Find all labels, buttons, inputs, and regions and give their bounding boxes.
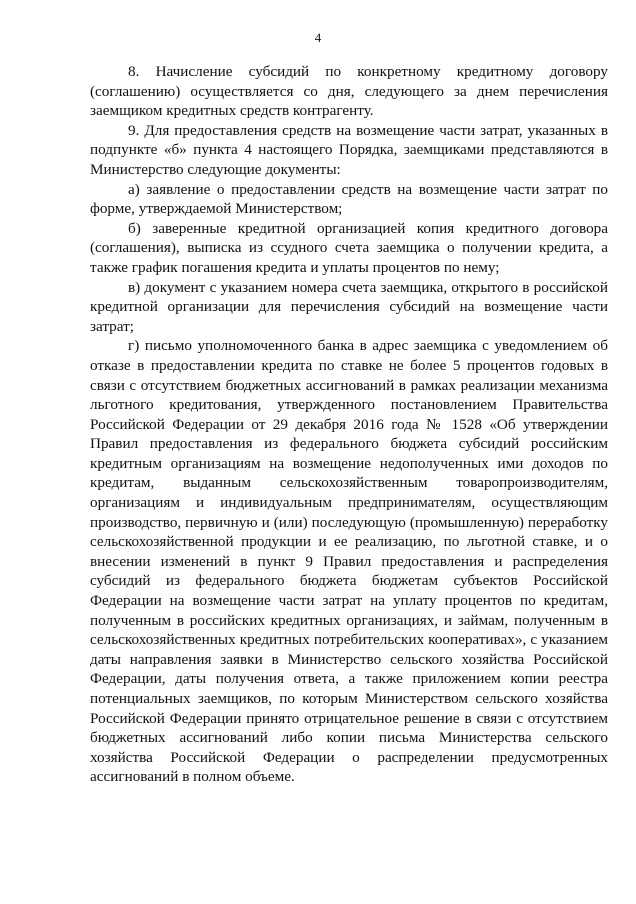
paragraph-subitem-b: б) заверенные кредитной организацией копия кредитного договора (соглашения), выписка из ссудного счета заемщика о получении кредита, а также график погашения кредита и уплаты процентов по нему; xyxy=(90,219,608,276)
document-body xyxy=(90,62,608,787)
paragraph-item-9: 9. Для предоставления средств на возмещение части затрат, указанных в подпункте «б» пункта 4 настоящего Порядка, заемщиками представляются в Министерство следующие документы: xyxy=(90,121,608,178)
paragraph-subitem-a: а) заявление о предоставлении средств на возмещение части затрат по форме, утверждаемой Министерством; xyxy=(90,180,608,218)
paragraph-subitem-v: в) документ с указанием номера счета заемщика, открытого в российской кредитной организации для перечисления субсидий на возмещение части затрат; xyxy=(90,278,608,335)
page-number: 4 xyxy=(314,30,322,45)
paragraph-subitem-g: г) письмо уполномоченного банка в адрес заемщика с уведомлением об отказе в предоставлении кредита по ставке не более 5 процентов годовых в связи с отсутствием бюджетных ассигнований в рамках реализации механизма льготного кредитования, утвержденного постановлением Правительства Российской Федерации от 29 декабря 2016 года № 1528 «Об утверждении Правил предоставления из федерального бюджета субсидий российским кредитным организациям на возмещение недополученных ими доходов по кредитам, выданным сельскохозяйственным товаропроизводителям, организациям и индивидуальным предпринимателям, осуществляющим производство, первичную и (или) последующую (промышленную) переработку сельскохозяйственной продукции и ее реализацию, по льготной ставке, и о внесении изменений в пункт 9 Правил предоставления и распределения субсидий из федерального бюджета бюджетам субъектов Российской Федерации на возмещение части затрат на уплату процентов по кредитам, полученным в российских кредитных организациях, и займам, полученным в сельскохозяйственных кредитных потребительских кооперативах», с указанием даты направления заявки в Министерство сельского хозяйства Российской Федерации, даты получения ответа, а также приложением копии реестра потенциальных заемщиков, по которым Министерством сельского хозяйства Российской Федерации принято отрицательное решение в связи с отсутствием бюджетных ассигнований либо копии письма Министерства сельского хозяйства Российской Федерации о распределении предусмотренных ассигнований в полном объеме. xyxy=(90,337,608,786)
paragraph-item-8: 8. Начисление субсидий по конкретному кредитному договору (соглашению) осуществляется со дня, следующего за днем перечисления заемщиком кредитных средств контрагенту. xyxy=(90,63,608,120)
